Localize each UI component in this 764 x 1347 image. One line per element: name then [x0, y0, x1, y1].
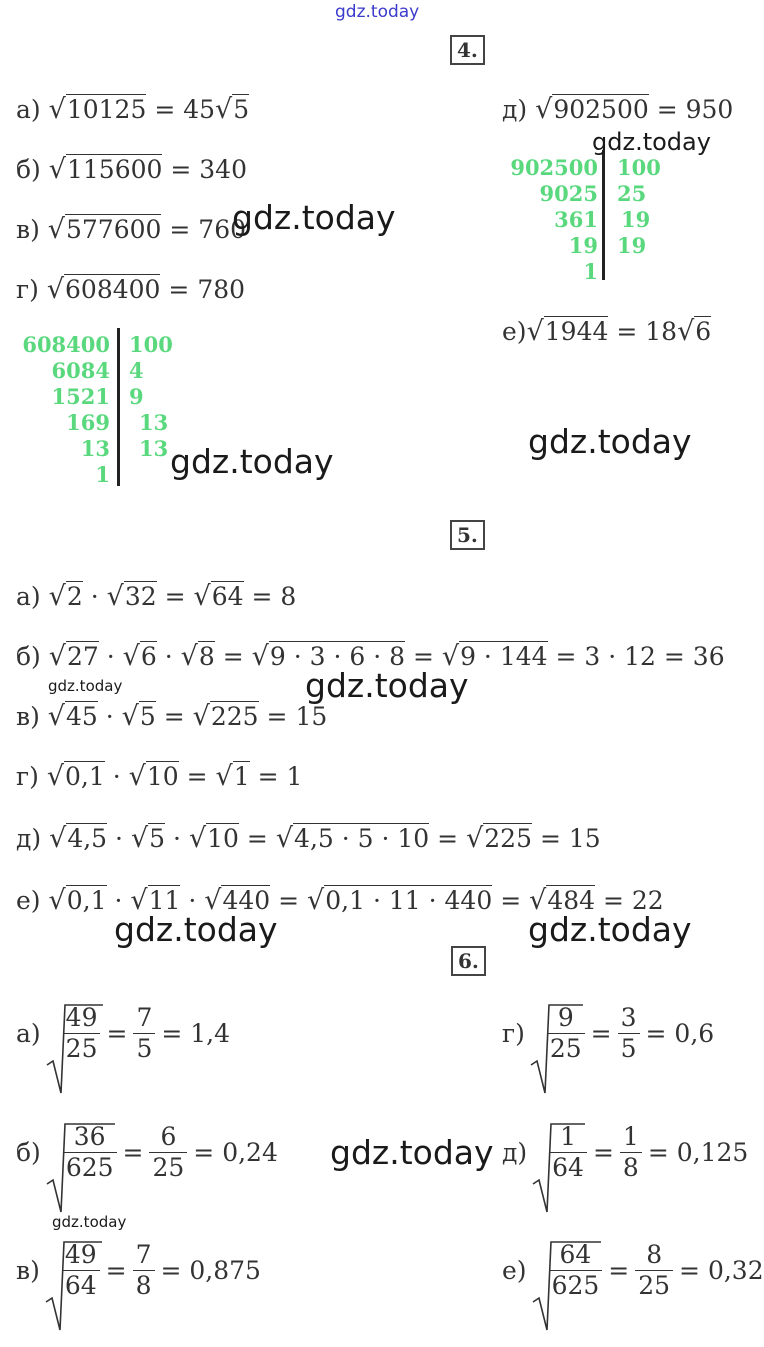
- radicand: 225: [210, 702, 259, 731]
- operator: =: [163, 702, 185, 731]
- sqrt-icon: √: [526, 316, 544, 347]
- radicand: 5: [139, 702, 156, 731]
- sqrt-icon: √: [188, 823, 207, 854]
- factor-value: 19: [568, 233, 598, 258]
- factorization-left-4d: [508, 155, 598, 285]
- sqrt-icon: [44, 1240, 102, 1332]
- denominator: 8: [135, 1271, 152, 1300]
- denominator: 5: [136, 1034, 153, 1063]
- numerator: 8: [635, 1240, 673, 1271]
- radicand: 4,5 · 5 · 10: [294, 824, 430, 853]
- equation-4g: [16, 276, 245, 303]
- item-label: б): [16, 155, 41, 184]
- item-label: г): [16, 275, 39, 304]
- result: = 1,4: [161, 1019, 230, 1048]
- sqrt-icon: √: [46, 274, 65, 305]
- operator: ·: [173, 824, 181, 853]
- operator: =: [278, 886, 300, 915]
- exercise-number-4: 4.: [450, 35, 485, 65]
- factor-value: 6084: [51, 358, 110, 383]
- factor-value: 169: [66, 410, 110, 435]
- radicand: 1: [233, 762, 250, 791]
- equation-4a: [16, 96, 249, 123]
- result: = 950: [656, 95, 734, 124]
- denominator: 5: [620, 1034, 637, 1063]
- factor-value: 902500: [510, 155, 598, 180]
- radicand: 4,5: [67, 824, 108, 853]
- item-label: в): [16, 702, 40, 731]
- operator: =: [608, 1256, 630, 1285]
- watermark: gdz.today: [232, 198, 396, 237]
- sqrt-icon: √: [46, 761, 65, 792]
- factor-divisor: 9: [129, 384, 144, 409]
- equation-5v: [16, 703, 327, 730]
- item-label: е): [502, 317, 527, 346]
- factor-value: 1: [583, 259, 598, 284]
- watermark: gdz.today: [48, 677, 123, 695]
- radicand: 32: [124, 582, 157, 611]
- operator: =: [590, 1019, 612, 1048]
- sqrt-icon: √: [48, 94, 66, 125]
- sqrt-icon: √: [204, 885, 222, 916]
- radicand: 10: [146, 762, 179, 791]
- operator: =: [500, 886, 522, 915]
- equation-4v: [16, 216, 246, 243]
- item-label: а): [16, 1019, 41, 1048]
- denominator: 25: [638, 1271, 671, 1300]
- factorization-right-4d: [617, 155, 677, 259]
- radicand: 11: [148, 886, 181, 915]
- denominator: 8: [622, 1153, 639, 1182]
- exercise-number-6: 6.: [451, 946, 486, 976]
- sqrt-icon: √: [180, 641, 198, 672]
- sqrt-icon: √: [48, 885, 66, 916]
- denominator: 64: [64, 1271, 97, 1300]
- factor-value: 9025: [539, 181, 598, 206]
- sqrt-icon: √: [441, 641, 460, 672]
- radicand: 1944: [544, 317, 609, 346]
- radicand: 6: [140, 642, 157, 671]
- sqrt-icon: √: [48, 154, 66, 185]
- factorization-left-4g: [20, 332, 110, 488]
- equation-6g: [502, 1003, 714, 1064]
- big-sqrt: [529, 1003, 585, 1064]
- radicand: 10: [207, 824, 239, 853]
- factor-divisor: 4: [129, 358, 144, 383]
- factor-divisor: 100: [129, 332, 173, 357]
- sqrt-icon: √: [130, 823, 149, 854]
- operator: =: [186, 762, 208, 791]
- result: = 340: [170, 155, 247, 184]
- sqrt-icon: √: [307, 885, 325, 916]
- sqrt-icon: √: [677, 316, 695, 347]
- factorization-divider: [117, 328, 120, 486]
- numerator: 9: [547, 1003, 585, 1034]
- factor-value: 13: [80, 436, 110, 461]
- factorization-divider: [602, 150, 605, 280]
- sqrt-icon: √: [215, 94, 233, 125]
- sqrt-icon: √: [192, 701, 210, 732]
- sqrt-icon: √: [130, 885, 148, 916]
- factor-divisor: 13: [139, 410, 169, 435]
- numerator: 1: [549, 1122, 587, 1153]
- watermark: gdz.today: [305, 666, 469, 705]
- sqrt-icon: √: [529, 885, 547, 916]
- denominator: 25: [152, 1153, 185, 1182]
- sqrt-icon: [529, 1003, 583, 1095]
- equation-6a: [16, 1003, 230, 1064]
- numerator: 3: [618, 1003, 640, 1034]
- factor-divisor: 13: [139, 436, 169, 461]
- numerator: 7: [133, 1003, 155, 1034]
- result: = 8: [251, 582, 297, 611]
- radicand: 5: [149, 824, 166, 853]
- operator: ·: [112, 762, 121, 791]
- item-label: д): [502, 1138, 528, 1167]
- radicand: 902500: [553, 95, 649, 124]
- numerator: 49: [62, 1240, 100, 1271]
- radicand: 2: [66, 582, 83, 611]
- result: = 3 · 12 = 36: [555, 642, 725, 671]
- operator: ·: [188, 886, 197, 915]
- radicand: 64: [211, 582, 244, 611]
- radicand: 0,1: [65, 762, 105, 791]
- radicand: 0,1: [66, 886, 107, 915]
- sqrt-icon: [531, 1240, 601, 1332]
- operator: ·: [115, 824, 123, 853]
- numerator: 6: [149, 1122, 187, 1153]
- radicand: 27: [66, 642, 99, 671]
- sqrt-icon: √: [535, 94, 553, 125]
- big-sqrt: [531, 1240, 603, 1301]
- equation-6b: [16, 1122, 278, 1183]
- item-label: е): [502, 1256, 527, 1285]
- numerator: 1: [620, 1122, 642, 1153]
- factor-value: 608400: [22, 332, 110, 357]
- equation-5d: [16, 825, 601, 852]
- factor-divisor: 25: [617, 181, 647, 206]
- watermark: gdz.today: [170, 442, 334, 481]
- item-label: а): [16, 582, 41, 611]
- radicand: 484: [547, 886, 596, 915]
- operator: =: [412, 642, 434, 671]
- factor-value: 1521: [51, 384, 110, 409]
- watermark: gdz.today: [330, 1133, 494, 1172]
- numerator: 7: [133, 1240, 155, 1271]
- radicand: 9 · 144: [460, 642, 548, 671]
- operator: =: [246, 824, 268, 853]
- equation-4d: [502, 96, 733, 123]
- equation-5a: [16, 583, 296, 610]
- result: = 1: [257, 762, 303, 791]
- item-label: д): [502, 95, 528, 124]
- result: = 0,6: [645, 1019, 715, 1048]
- sqrt-icon: [45, 1003, 103, 1095]
- operator: =: [164, 582, 186, 611]
- big-sqrt: [45, 1122, 117, 1183]
- watermark-top: gdz.today: [335, 2, 420, 22]
- equation-4b: [16, 156, 247, 183]
- operator: ·: [105, 702, 114, 731]
- numerator: 49: [63, 1003, 101, 1034]
- sqrt-icon: √: [128, 761, 146, 792]
- sqrt-icon: √: [466, 823, 484, 854]
- radicand: 5: [233, 95, 250, 124]
- radicand: 6: [695, 317, 712, 346]
- equation-6e: [502, 1240, 764, 1301]
- sqrt-icon: [531, 1122, 585, 1214]
- item-label: е): [16, 886, 41, 915]
- result: = 18: [616, 317, 678, 346]
- equation-5g: [16, 763, 302, 790]
- operator: ·: [106, 642, 115, 671]
- sqrt-icon: [45, 1122, 115, 1214]
- result: = 45: [154, 95, 216, 124]
- factor-value: 1: [95, 462, 110, 487]
- item-label: б): [16, 1138, 41, 1167]
- sqrt-icon: √: [122, 641, 140, 672]
- item-label: г): [16, 762, 39, 791]
- operator: =: [105, 1256, 127, 1285]
- sqrt-icon: √: [49, 823, 67, 854]
- factor-divisor: 100: [617, 155, 661, 180]
- numerator: 64: [549, 1240, 603, 1271]
- watermark: gdz.today: [528, 910, 692, 949]
- radicand: 440: [222, 886, 271, 915]
- equation-6v: [16, 1240, 261, 1301]
- sqrt-icon: √: [106, 581, 124, 612]
- radicand: 9 · 3 · 6 · 8: [269, 642, 405, 671]
- item-label: б): [16, 642, 41, 671]
- operator: =: [437, 824, 459, 853]
- big-sqrt: [531, 1122, 587, 1183]
- sqrt-icon: √: [47, 701, 65, 732]
- watermark: gdz.today: [528, 422, 692, 461]
- watermark: gdz.today: [114, 910, 278, 949]
- result: = 15: [266, 702, 328, 731]
- sqrt-icon: √: [275, 823, 294, 854]
- watermark: gdz.today: [592, 128, 711, 156]
- result: = 0,32: [679, 1256, 764, 1285]
- operator: ·: [164, 642, 173, 671]
- equation-6d: [502, 1122, 748, 1183]
- watermark: gdz.today: [52, 1213, 127, 1231]
- sqrt-icon: √: [48, 581, 66, 612]
- factor-divisor: 19: [621, 207, 651, 232]
- sqrt-icon: √: [251, 641, 269, 672]
- radicand: 10125: [66, 95, 147, 124]
- big-sqrt: [44, 1240, 100, 1301]
- result: = 0,125: [647, 1138, 749, 1167]
- denominator: 625: [551, 1271, 600, 1300]
- sqrt-icon: √: [48, 641, 66, 672]
- exercise-number-5: 5.: [450, 520, 485, 550]
- result: = 0,24: [193, 1138, 278, 1167]
- item-label: д): [16, 824, 42, 853]
- radicand: 577600: [66, 215, 162, 244]
- factor-divisor: 19: [617, 233, 647, 258]
- radicand: 225: [484, 824, 532, 853]
- denominator: 25: [549, 1034, 582, 1063]
- item-label: в): [16, 215, 40, 244]
- radicand: 608400: [65, 275, 161, 304]
- denominator: 64: [552, 1153, 584, 1182]
- radicand: 45: [66, 702, 98, 731]
- radicand: 115600: [66, 155, 163, 184]
- operator: ·: [114, 886, 123, 915]
- operator: ·: [90, 582, 99, 611]
- numerator: 36: [63, 1122, 117, 1153]
- result: = 760: [169, 215, 247, 244]
- sqrt-icon: √: [47, 214, 65, 245]
- result: = 22: [602, 886, 664, 915]
- denominator: 625: [65, 1153, 114, 1182]
- result: = 780: [168, 275, 246, 304]
- result: = 15: [539, 824, 601, 853]
- denominator: 25: [65, 1034, 98, 1063]
- radicand: 0,1 · 11 · 440: [325, 886, 493, 915]
- radicand: 8: [198, 642, 215, 671]
- operator: =: [106, 1019, 128, 1048]
- equation-4e: [502, 318, 711, 345]
- operator: =: [222, 642, 244, 671]
- item-label: в): [16, 1256, 40, 1285]
- sqrt-icon: √: [121, 701, 139, 732]
- operator: =: [592, 1138, 614, 1167]
- item-label: г): [502, 1019, 525, 1048]
- item-label: а): [16, 95, 41, 124]
- big-sqrt: [45, 1003, 101, 1064]
- factor-value: 361: [554, 207, 598, 232]
- sqrt-icon: √: [215, 761, 233, 792]
- operator: =: [122, 1138, 144, 1167]
- sqrt-icon: √: [193, 581, 211, 612]
- result: = 0,875: [160, 1256, 261, 1285]
